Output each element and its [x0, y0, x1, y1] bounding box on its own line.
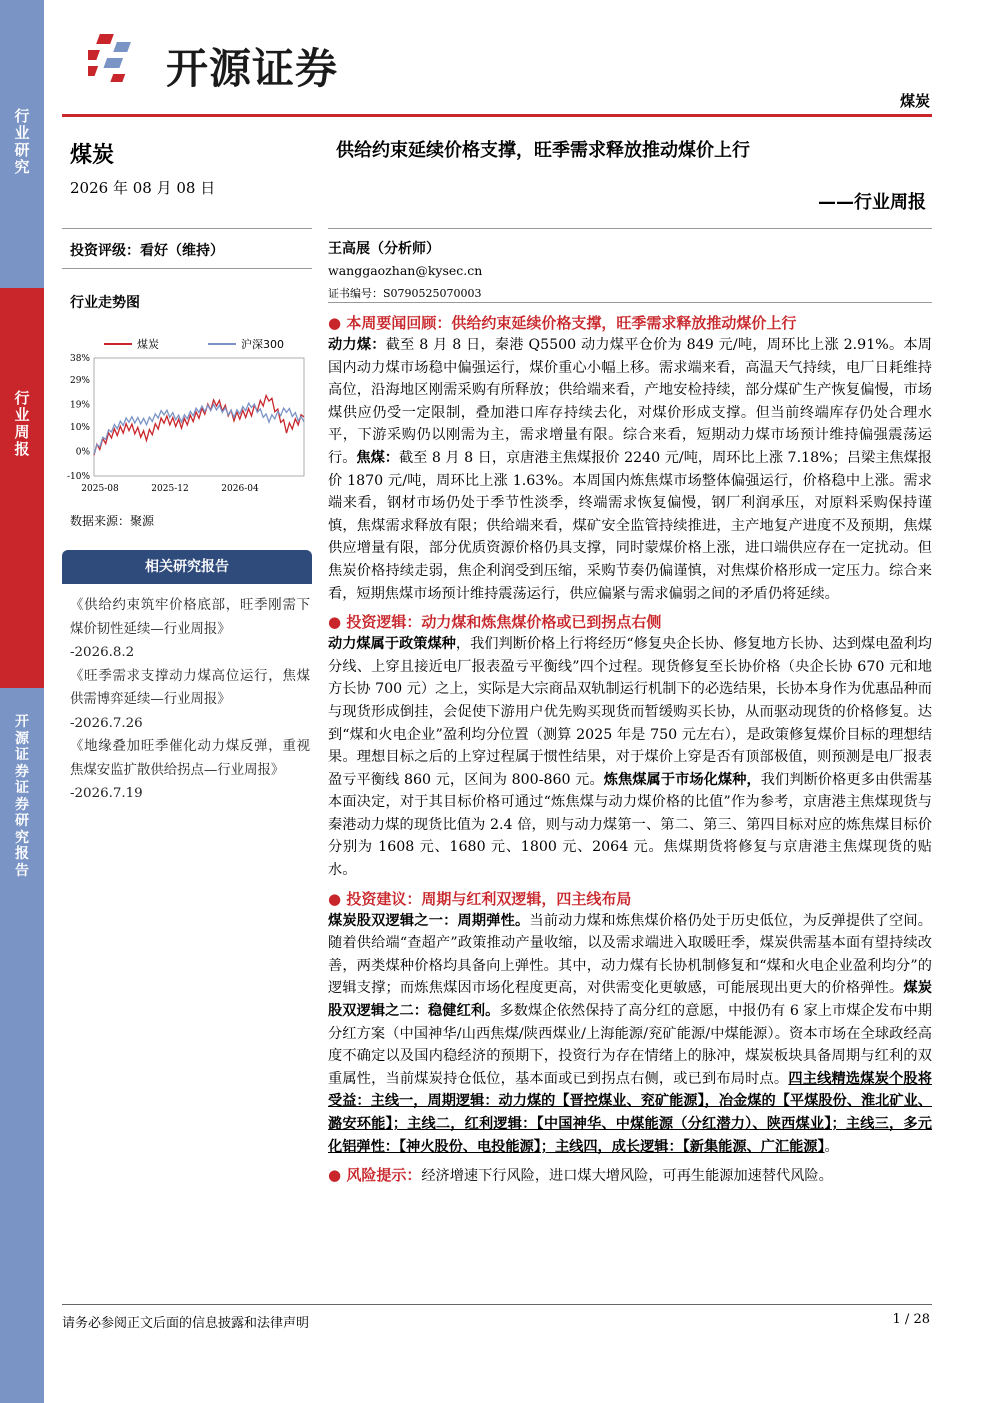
chart-legend-label: 沪深300	[241, 338, 284, 351]
section-news-head: ● 本周要闻回顾：供给约束延续价格支撑，旺季需求释放推动煤价上行	[328, 314, 797, 332]
chart-series-line	[94, 396, 304, 456]
category-tag: 煤炭	[899, 92, 930, 110]
divider	[62, 228, 312, 229]
chart-y-tick-label: -10%	[66, 472, 90, 482]
left-sidebar	[0, 0, 44, 1403]
chart-x-tick-label: 2026-04	[221, 484, 259, 494]
trend-chart	[62, 328, 312, 512]
divider	[62, 268, 312, 269]
section-logic-head: ● 投资逻辑：动力煤和炼焦煤价格或已到拐点右侧	[328, 613, 662, 632]
main-body	[328, 312, 932, 1188]
analyst-cert: 证书编号：S0790525070003	[328, 287, 482, 300]
chart-y-tick-label: 29%	[69, 376, 90, 387]
related-report-date: -2026.7.19	[70, 786, 143, 801]
report-subtitle: ——行业周报	[818, 192, 926, 213]
related-report-title: 《旺季需求支撑动力煤高位运行，焦煤供需博弈延续—行业周报》	[70, 668, 310, 707]
chart-x-tick-label: 2025-08	[81, 484, 119, 494]
chart-y-tick-label: 0%	[75, 447, 90, 458]
sidebar-top-label: 行业研究	[14, 107, 30, 176]
related-report-item[interactable]	[70, 665, 310, 736]
chart-y-tick-label: 10%	[69, 422, 90, 433]
page-number: 1 / 28	[892, 1312, 930, 1327]
analyst-email[interactable]: wanggaozhan@kysec.cn	[328, 263, 483, 278]
related-report-item[interactable]	[70, 735, 310, 806]
related-reports-list	[70, 594, 310, 806]
related-report-date: -2026.8.2	[70, 645, 135, 660]
chart-y-tick-label: 38%	[69, 354, 90, 364]
related-report-title: 《地缘叠加旺季催化动力煤反弹，重视焦煤安监扩散供给拐点—行业周报》	[70, 739, 310, 778]
footer-rule	[62, 1304, 932, 1305]
chart-series-line	[94, 403, 304, 454]
brand-logo	[88, 28, 160, 92]
related-report-date: -2026.7.26	[70, 715, 143, 731]
footer-disclaimer: 请务必参阅正文后面的信息披露和法律声明	[62, 1316, 310, 1331]
related-report-title: 《供给约束筑牢价格底部，旺季刚需下煤价韧性延续—行业周报》	[70, 598, 310, 637]
chart-source: 数据来源：聚源	[70, 514, 155, 528]
section-advice-head: ● 投资建议：周期与红利双逻辑，四主线布局	[328, 889, 632, 908]
divider	[328, 302, 932, 303]
related-report-item[interactable]	[70, 594, 310, 665]
report-title: 供给约束延续价格支撑，旺季需求释放推动煤价上行	[336, 140, 750, 161]
chart-legend-label: 煤炭	[137, 338, 159, 351]
sidebar-middle-label: 行业周报	[14, 389, 30, 458]
brand-name: 开源证券	[166, 44, 339, 93]
divider	[328, 228, 932, 229]
section-logic-body: 动力煤属于政策煤种，我们判断价格上行将经历“修复央企长协、修复地方长协、达到煤电盈利均分线、上穿且接近电厂报表盈亏平衡线”四个过程。现货修复至长协价格（央企长协 670 元和地方长协 700 元）之上，实际是大宗商品双轨制运行机制下的必选结果，长协本身作为优惠品种而与现货形成倒挂，会促使下游用户优先购买现货而暂缓购买长协，从而驱动现货的价格修复。达到“煤和火电企业”盈利均分位置（测算 2025 年是 750 元左右），是政策修复煤价目标的理想结果。理想目标之后的上穿过程属于惯性结果，对于煤价上穿是否有顶部极值，则预测是电厂报表盈亏平衡线 860 元，区间为 800-860 元。炼焦煤属于市场化煤种，我们判断价格更多由供需基本面决定，对于其目标价格可通过“炼焦煤与动力煤价格的比值”作为参考，京唐港主焦煤现货与秦港动力煤的现货比值为 2.4 倍，则与动力煤第一、第二、第三、第四目标对应的炼焦煤目标价分别为 1608 元、1680 元、1800 元、2064 元。焦煤期货将修复与京唐港主焦煤现货的贴水。	[328, 636, 932, 879]
trend-title: 行业走势图	[70, 295, 140, 311]
chart-x-tick-label: 2025-12	[151, 484, 189, 494]
chart-y-tick-label: 19%	[69, 400, 90, 411]
trend-chart-svg	[62, 328, 312, 508]
related-reports-header: 相关研究报告	[62, 550, 312, 584]
sidebar-bottom-label: 开源证券 证券研究报告	[15, 714, 29, 879]
report-date: 2026 年 08 月 08 日	[70, 179, 216, 197]
header-rule	[62, 114, 932, 117]
industry-name: 煤炭	[70, 143, 115, 168]
section-news-body: 动力煤：截至 8 月 8 日，秦港 Q5500 动力煤平仓价为 849 元/吨，周环比上涨 2.91%。本周国内动力煤市场稳中偏强运行，煤价重心小幅上移。需求端来看，高温天气持续，电厂日耗维持高位，沿海地区刚需采购有所释放；供给端来看，产地安检持续，部分煤矿生产恢复偏慢，市场煤供应仍受一定限制，叠加港口库存持续去化，对煤价形成支撑。但当前终端库存仍处合理水平，下游采购仍以刚需为主，需求增量有限。综合来看，短期动力煤市场预计维持偏强震荡运行。焦煤：截至 8 月 8 日，京唐港主焦煤报价 2240 元/吨，周环比上涨 7.18%；吕梁主焦煤报价 1870 元/吨，周环比上涨 1.63%。本周国内炼焦煤市场整体偏强运行，价格稳中上涨。需求端来看，钢材市场仍处于季节性淡季，终端需求恢复偏慢，钢厂利润承压，对原料采购保持谨慎，焦煤需求释放有限；供给端来看，煤矿安全监管持续推进，主产地复产进度不及预期，焦煤供应增量有限，部分优质资源价格仍具支撑，同时蒙煤价格上涨，进口端供应存在一定扰动。但焦炭价格持续走弱，焦企利润受到压缩，采购节奏仍偏谨慎，对焦煤价格形成一定压力。综合来看，短期焦煤市场预计维持震荡运行，供应偏紧与需求偏弱之间的矛盾仍将延续。	[328, 337, 932, 602]
section-risk: ● 风险提示：经济增速下行风险，进口煤大增风险，可再生能源加速替代风险。	[328, 1166, 833, 1185]
analyst-name: 王高展（分析师）	[328, 241, 440, 257]
sidebar-red-band	[0, 288, 44, 688]
investment-rating: 投资评级：看好（维持）	[70, 243, 224, 259]
section-advice-body: 煤炭股双逻辑之一：周期弹性。当前动力煤和炼焦煤价格仍处于历史低位，为反弹提供了空间。随着供给端“查超产”政策推动产量收缩，以及需求端进入取暖旺季，煤炭供需基本面有望持续改善，两类煤种价格均具备向上弹性。其中，动力煤有长协机制修复和“煤和火电企业盈利均分”的逻辑支撑；而炼焦煤因市场化程度更高，对供需变化更敏感，可能展现出更大的价格弹性。煤炭股双逻辑之二：稳健红利。多数煤企依然保持了高分红的意愿，中报仍有 6 家上市煤企发布中期分红方案（中国神华/山西焦煤/陕西煤业/上海能源/兖矿能源/中煤能源）。资本市场在全球政经高度不确定以及国内稳经济的预期下，投资行为存在情绪上的脉冲，煤炭板块具备周期与红利的双重属性，当前煤炭持仓低位，基本面或已到拐点右侧，或已到布局时点。四主线精选煤炭个股将受益：主线一，周期逻辑：动力煤的【晋控煤业、兖矿能源】，冶金煤的【平煤股份、淮北矿业、潞安环能】；主线二，红利逻辑：【中国神华、中煤能源（分红潜力）、陕西煤业】；主线三，多元化铝弹性：【神火股份、电投能源】；主线四，成长逻辑：【新集能源、广汇能源】。	[328, 912, 932, 1155]
brand-logo-icon	[88, 28, 160, 88]
